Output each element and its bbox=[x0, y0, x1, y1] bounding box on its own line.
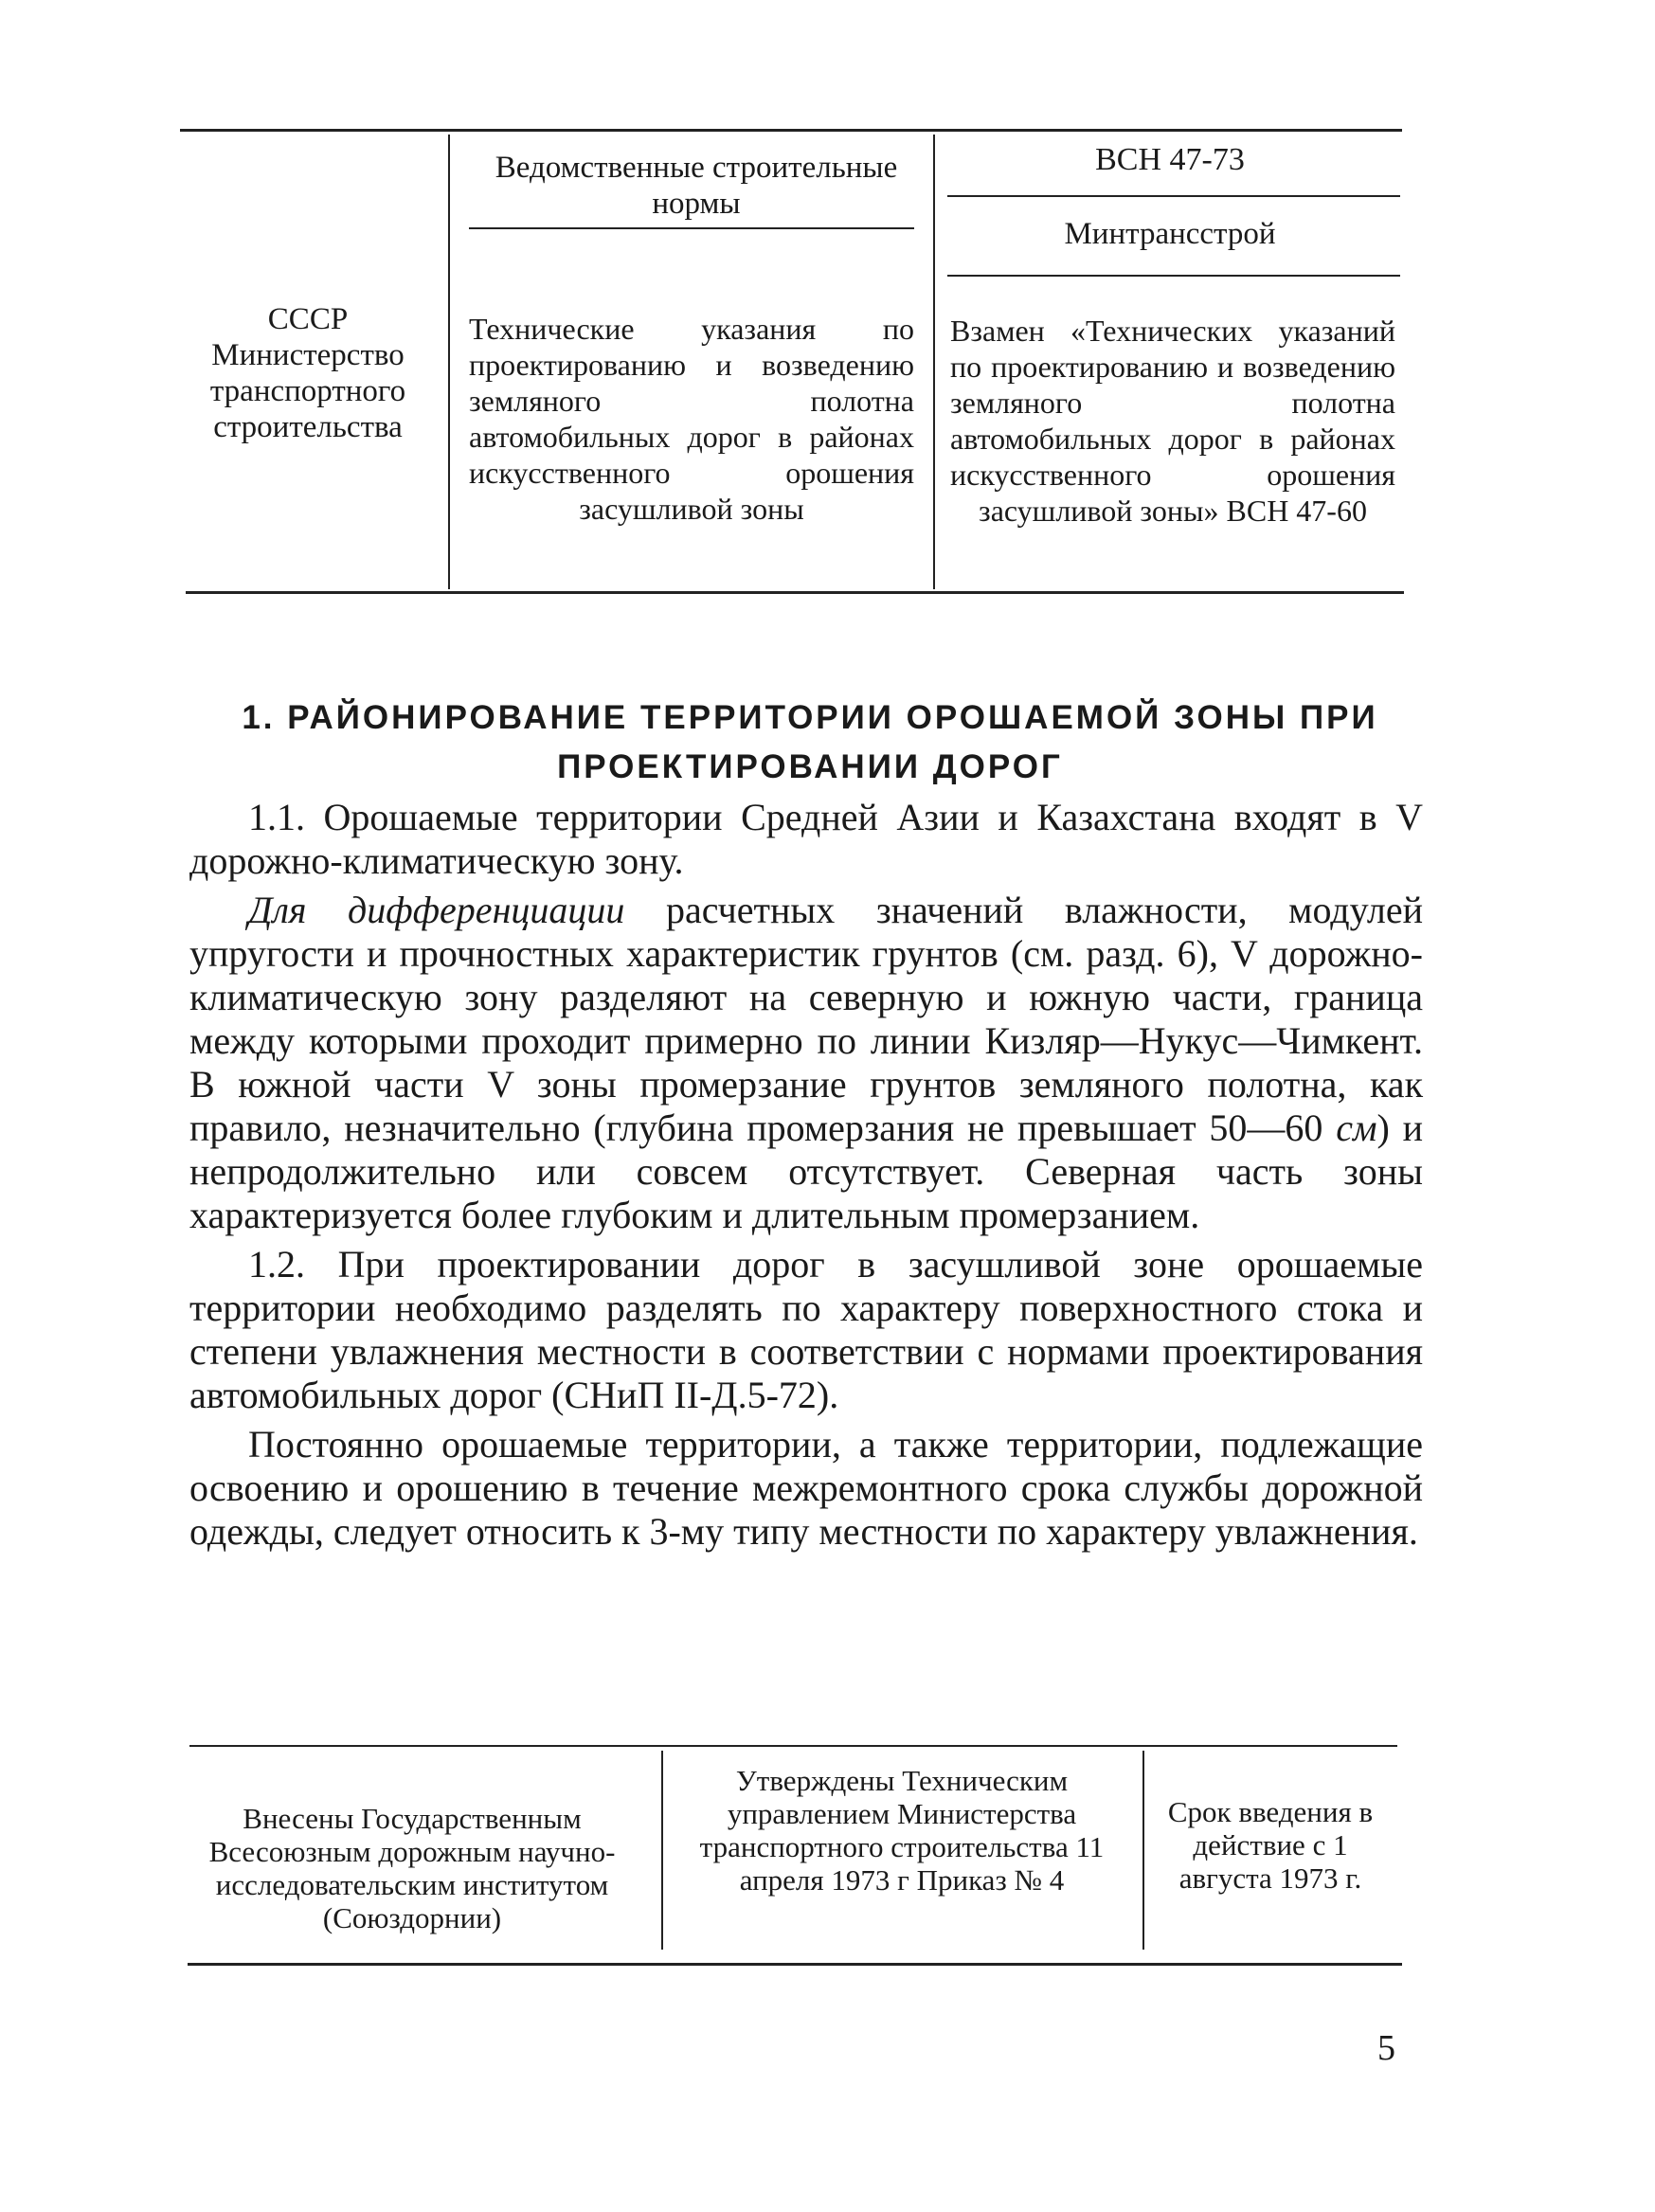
footer-top-rule bbox=[189, 1745, 1397, 1747]
paragraph-differentiation-a: расчетных значений влажности, модулей упругости и прочностных характеристик грунтов (см. разд. 6), V дорожно-климатическую зону разделяют на северную и южную части, граница между которыми проходит примерно по линии Кизляр—Нукус—Чимкент. В южной части V зоны промерзание грунтов земляного полотна, как правило, незначительно (глубина промерзания не превышает 50—60 bbox=[189, 889, 1424, 1149]
unit-cm: см bbox=[1336, 1106, 1377, 1149]
paragraph-differentiation bbox=[189, 889, 1423, 1237]
header-divider-right bbox=[933, 135, 935, 589]
footer-effective-date: Срок введения в действие с 1 августа 1973 г. bbox=[1167, 1795, 1374, 1895]
body-text bbox=[189, 796, 1423, 1554]
paragraph-1-2: 1.2. При проектировании дорог в засушливой зоне орошаемые территории необходимо разделять по характеру поверхностного стока и степени увлажнения местности в соответствии с нормами проектирования автомобильных дорог (СНиП II-Д.5-72). bbox=[189, 1243, 1423, 1416]
footer-divider-left bbox=[661, 1751, 663, 1950]
page-number: 5 bbox=[1377, 2028, 1395, 2068]
header-top-rule bbox=[180, 129, 1402, 132]
header-ussr-ministry: СССР Министерство транспортного строительства bbox=[209, 302, 406, 444]
footer-bottom-rule bbox=[188, 1963, 1402, 1966]
footer-submitted-by: Внесены Государственным Всесоюзным дорожным научно-исследовательским институтом (Союздорнии) bbox=[208, 1802, 616, 1934]
header-replaces: Взамен «Технических указаний по проектированию и возведению земляного полотна автомобильных дорог в районах искусственного орошения засушливой зоны» ВСН 47-60 bbox=[950, 314, 1395, 528]
header-ministry-short: Минтрансстрой bbox=[1064, 217, 1276, 251]
header-norms-divider bbox=[469, 227, 914, 229]
header-doc-subject: Технические указания по проектированию и возведению земляного полотна автомобильных дорог в районах искусственного орошения засушливой зоны bbox=[469, 312, 914, 526]
header-doc-code: ВСН 47-73 bbox=[1095, 142, 1245, 177]
paragraph-differentiation-b: ) и непродолжительно или совсем отсутствует. Северная часть зоны характеризуется более глубоким и длительным промерзанием. bbox=[189, 1106, 1423, 1236]
footer-divider-right bbox=[1142, 1751, 1144, 1950]
paragraph-1-1: 1.1. Орошаемые территории Средней Азии и Казахстана входят в V дорожно-климатическую зону. bbox=[189, 796, 1423, 882]
paragraph-permanent-irrigation: Постоянно орошаемые территории, а также территории, подлежащие освоению и орошению в течение межремонтного срока службы дорожной одежды, следует относить к 3-му типу местности по характеру увлажнения. bbox=[189, 1423, 1423, 1553]
header-norms-type: Ведомственные строительные нормы bbox=[495, 151, 898, 221]
section-title: 1. РАЙОНИРОВАНИЕ ТЕРРИТОРИИ ОРОШАЕМОЙ ЗОНЫ ПРИ ПРОЕКТИРОВАНИИ ДОРОГ bbox=[242, 699, 1378, 785]
italic-lead: Для дифференциации bbox=[248, 889, 625, 931]
header-ministry-divider bbox=[947, 275, 1400, 277]
header-bottom-rule bbox=[186, 591, 1404, 594]
header-code-divider bbox=[947, 195, 1400, 197]
footer-approved-by: Утверждены Техническим управлением Министерства транспортного строительства 11 апреля 1973 г Приказ № 4 bbox=[699, 1764, 1105, 1897]
header-divider-left bbox=[448, 135, 450, 589]
